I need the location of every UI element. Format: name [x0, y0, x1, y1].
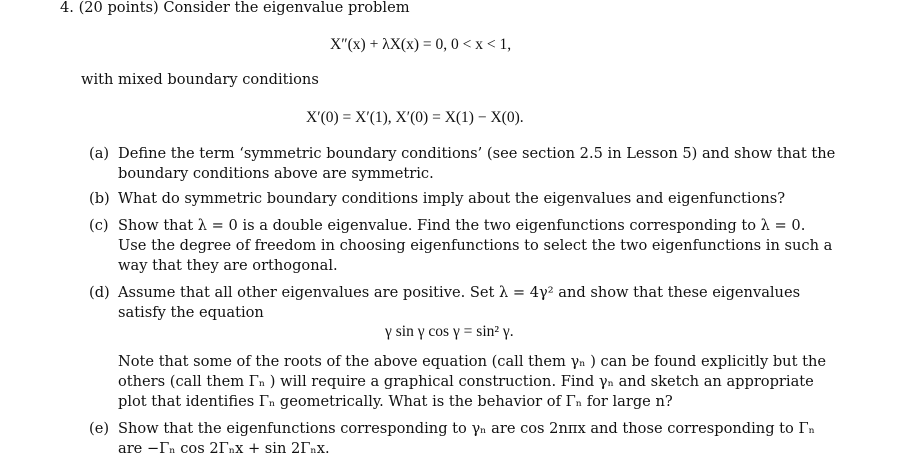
part-b-body — [118, 189, 823, 209]
part-e-body — [118, 419, 823, 459]
part-c-line: way that they are orthogonal. — [118, 257, 338, 274]
part-b-line: What do symmetric boundary conditions imply about the eigenvalues and eigenfunctions? — [118, 190, 786, 207]
part-d-note — [118, 352, 826, 412]
part-d-equation: γ sin γ cos γ = sin² γ. — [385, 323, 514, 340]
boundary-conditions-intro: with mixed boundary conditions — [81, 71, 319, 88]
part-c-body — [118, 216, 833, 276]
part-e-line: Show that the eigenfunctions corresponding to γₙ are cos 2nπx and those corresponding to Γₙ — [118, 420, 815, 437]
eigenvalue-equation: X″(x) + λX(x) = 0, 0 < x < 1, — [330, 36, 512, 53]
boundary-conditions-equation: X′(0) = X′(1), X′(0) = X(1) − X(0). — [306, 109, 524, 126]
part-a-line: Define the term ‘symmetric boundary conditions’ (see section 2.5 in Lesson 5) and show that the — [118, 145, 836, 162]
part-d-line: satisfy the equation — [118, 304, 264, 321]
part-a-line: boundary conditions above are symmetric. — [118, 165, 434, 182]
part-d-note-line: plot that identifies Γₙ geometrically. What is the behavior of Γₙ for large n? — [118, 393, 673, 410]
part-a-label: (a) — [89, 145, 110, 162]
part-d-line: Assume that all other eigenvalues are positive. Set λ = 4γ² and show that these eigenvalues — [118, 284, 801, 301]
part-e-label: (e) — [89, 420, 110, 437]
part-d-note-line: Note that some of the roots of the above equation (call them γₙ ) can be found explicitly but the — [118, 353, 826, 370]
problem-header: 4. (20 points) Consider the eigenvalue problem — [60, 0, 410, 16]
part-d-label: (d) — [89, 284, 110, 301]
part-a-body — [118, 144, 836, 184]
part-b-label: (b) — [89, 190, 110, 207]
part-e-line: are −Γₙ cos 2Γₙx + sin 2Γₙx. — [118, 440, 330, 457]
part-c-label: (c) — [89, 217, 109, 234]
part-d-body — [118, 283, 823, 323]
part-d-note-line: others (call them Γₙ ) will require a graphical construction. Find γₙ and sketch an appropriate — [118, 373, 814, 390]
part-c-line: Use the degree of freedom in choosing eigenfunctions to select the two eigenfunctions in such a — [118, 237, 833, 254]
part-c-line: Show that λ = 0 is a double eigenvalue. Find the two eigenfunctions corresponding to λ = 0. — [118, 217, 806, 234]
